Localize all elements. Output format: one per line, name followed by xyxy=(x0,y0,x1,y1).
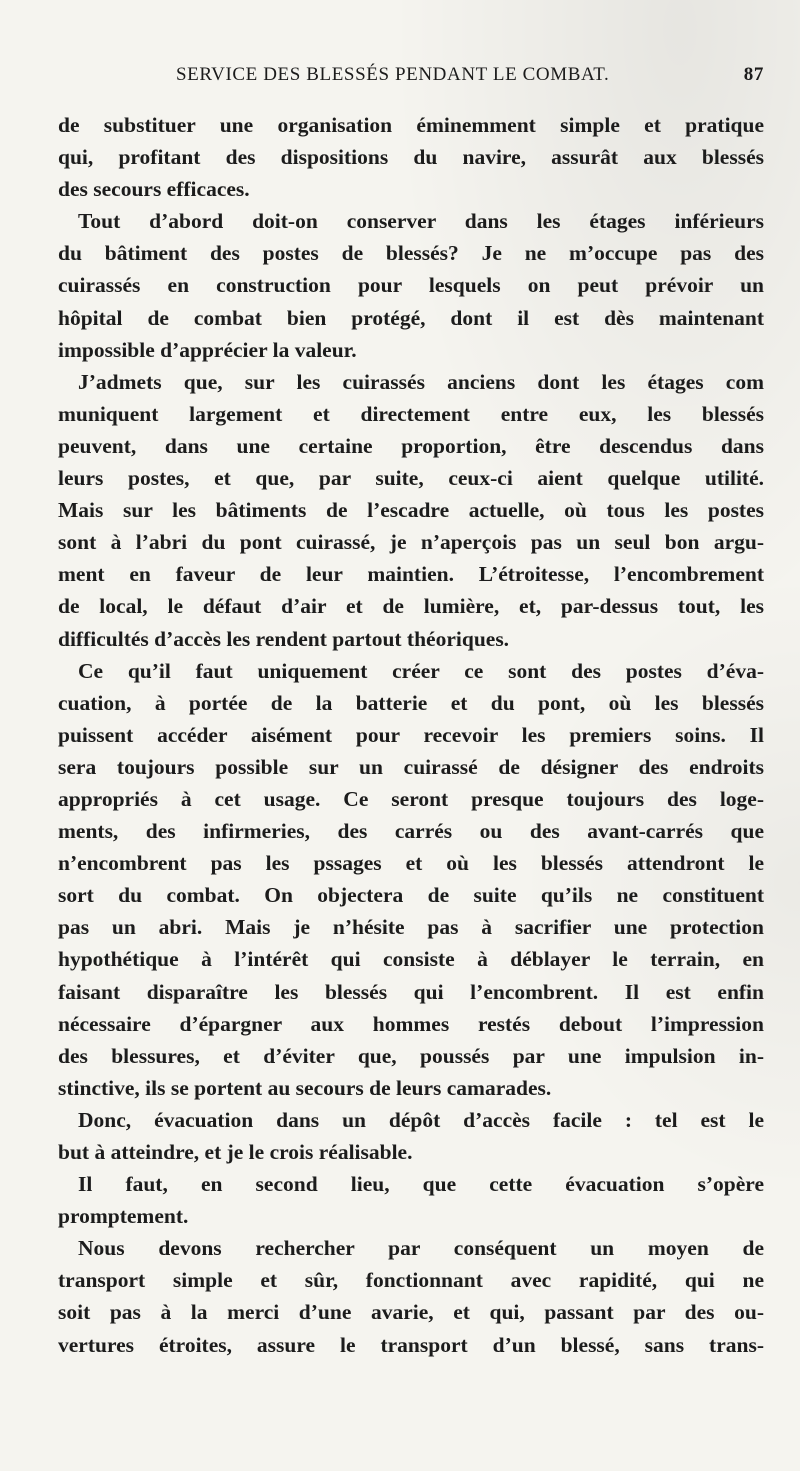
running-title: SERVICE DES BLESSÉS PENDANT LE COMBAT. xyxy=(176,64,610,85)
text-line: sont à l’abri du pont cuirassé, je n’aperçois pas un seul bon argu- xyxy=(58,530,764,555)
text-line: appropriés à cet usage. Ce seront presque toujours des loge- xyxy=(58,786,764,811)
text-line: qui, profitant des dispositions du navire, assurât aux blessés xyxy=(58,145,764,170)
text-line: Ce qu’il faut uniquement créer ce sont des postes d’éva- xyxy=(78,658,764,683)
text-line: nécessaire d’épargner aux hommes restés debout l’impression xyxy=(58,1011,764,1036)
text-line: sera toujours possible sur un cuirassé de désigner des endroits xyxy=(58,754,764,779)
text-line: du bâtiment des postes de blessés? Je ne m’occupe pas des xyxy=(58,241,764,266)
text-line: Mais sur les bâtiments de l’escadre actuelle, où tous les postes xyxy=(58,498,764,523)
text-line: de local, le défaut d’air et de lumière, et, par-dessus tout, les xyxy=(58,594,764,619)
text-line: n’encombrent pas les pssages et où les blessés attendront le xyxy=(58,851,764,876)
text-line: Donc, évacuation dans un dépôt d’accès facile : tel est le xyxy=(78,1107,764,1132)
body-text xyxy=(58,109,764,1361)
text-line: des secours efficaces. xyxy=(58,177,250,202)
text-line: cuirassés en construction pour lesquels on peut prévoir un xyxy=(58,273,764,298)
text-line: transport simple et sûr, fonctionnant avec rapidité, qui ne xyxy=(58,1268,764,1293)
text-line: pas un abri. Mais je n’hésite pas à sacrifier une protection xyxy=(58,915,764,940)
text-line: Il faut, en second lieu, que cette évacuation s’opère xyxy=(78,1172,764,1197)
text-line: faisant disparaître les blessés qui l’encombrent. Il est enfin xyxy=(58,979,764,1004)
text-line: muniquent largement et directement entre eux, les blessés xyxy=(58,401,764,426)
text-line: sort du combat. On objectera de suite qu’ils ne constituent xyxy=(58,883,764,908)
text-line: hôpital de combat bien protégé, dont il est dès maintenant xyxy=(58,305,764,330)
text-line: J’admets que, sur les cuirassés anciens dont les étages com xyxy=(78,369,764,394)
text-line: but à atteindre, et je le crois réalisable. xyxy=(58,1140,413,1164)
text-line: ments, des infirmeries, des carrés ou des avant-carrés que xyxy=(58,819,764,844)
text-line: hypothétique à l’intérêt qui consiste à déblayer le terrain, en xyxy=(58,947,764,972)
text-line: stinctive, ils se portent au secours de leurs camarades. xyxy=(58,1075,552,1100)
text-line: puissent accéder aisément pour recevoir les premiers soins. Il xyxy=(58,722,764,747)
text-line: soit pas à la merci d’une avarie, et qui, passant par des ou- xyxy=(58,1300,764,1325)
text-line: de substituer une organisation éminemment simple et pratique xyxy=(58,113,764,137)
text-line: impossible d’apprécier la valeur. xyxy=(58,337,357,362)
text-line: des blessures, et d’éviter que, poussés par une impulsion in- xyxy=(58,1043,764,1068)
text-line: promptement. xyxy=(58,1204,189,1229)
page-number: 87 xyxy=(743,64,764,85)
text-line: ment en faveur de leur maintien. L’étroitesse, l’encombrement xyxy=(58,562,764,587)
text-line: difficultés d’accès les rendent partout théoriques. xyxy=(58,626,510,651)
text-line: peuvent, dans une certaine proportion, être descendus dans xyxy=(58,433,764,458)
running-head xyxy=(58,64,764,92)
text-line: leurs postes, et que, par suite, ceux-ci aient quelque utilité. xyxy=(58,466,764,491)
text-line: Tout d’abord doit-on conserver dans les étages inférieurs xyxy=(78,209,764,234)
text-line: vertures étroites, assure le transport d’un blessé, sans trans- xyxy=(58,1332,764,1357)
text-line: Nous devons rechercher par conséquent un moyen de xyxy=(78,1236,764,1261)
text-line: cuation, à portée de la batterie et du pont, où les blessés xyxy=(58,690,764,715)
